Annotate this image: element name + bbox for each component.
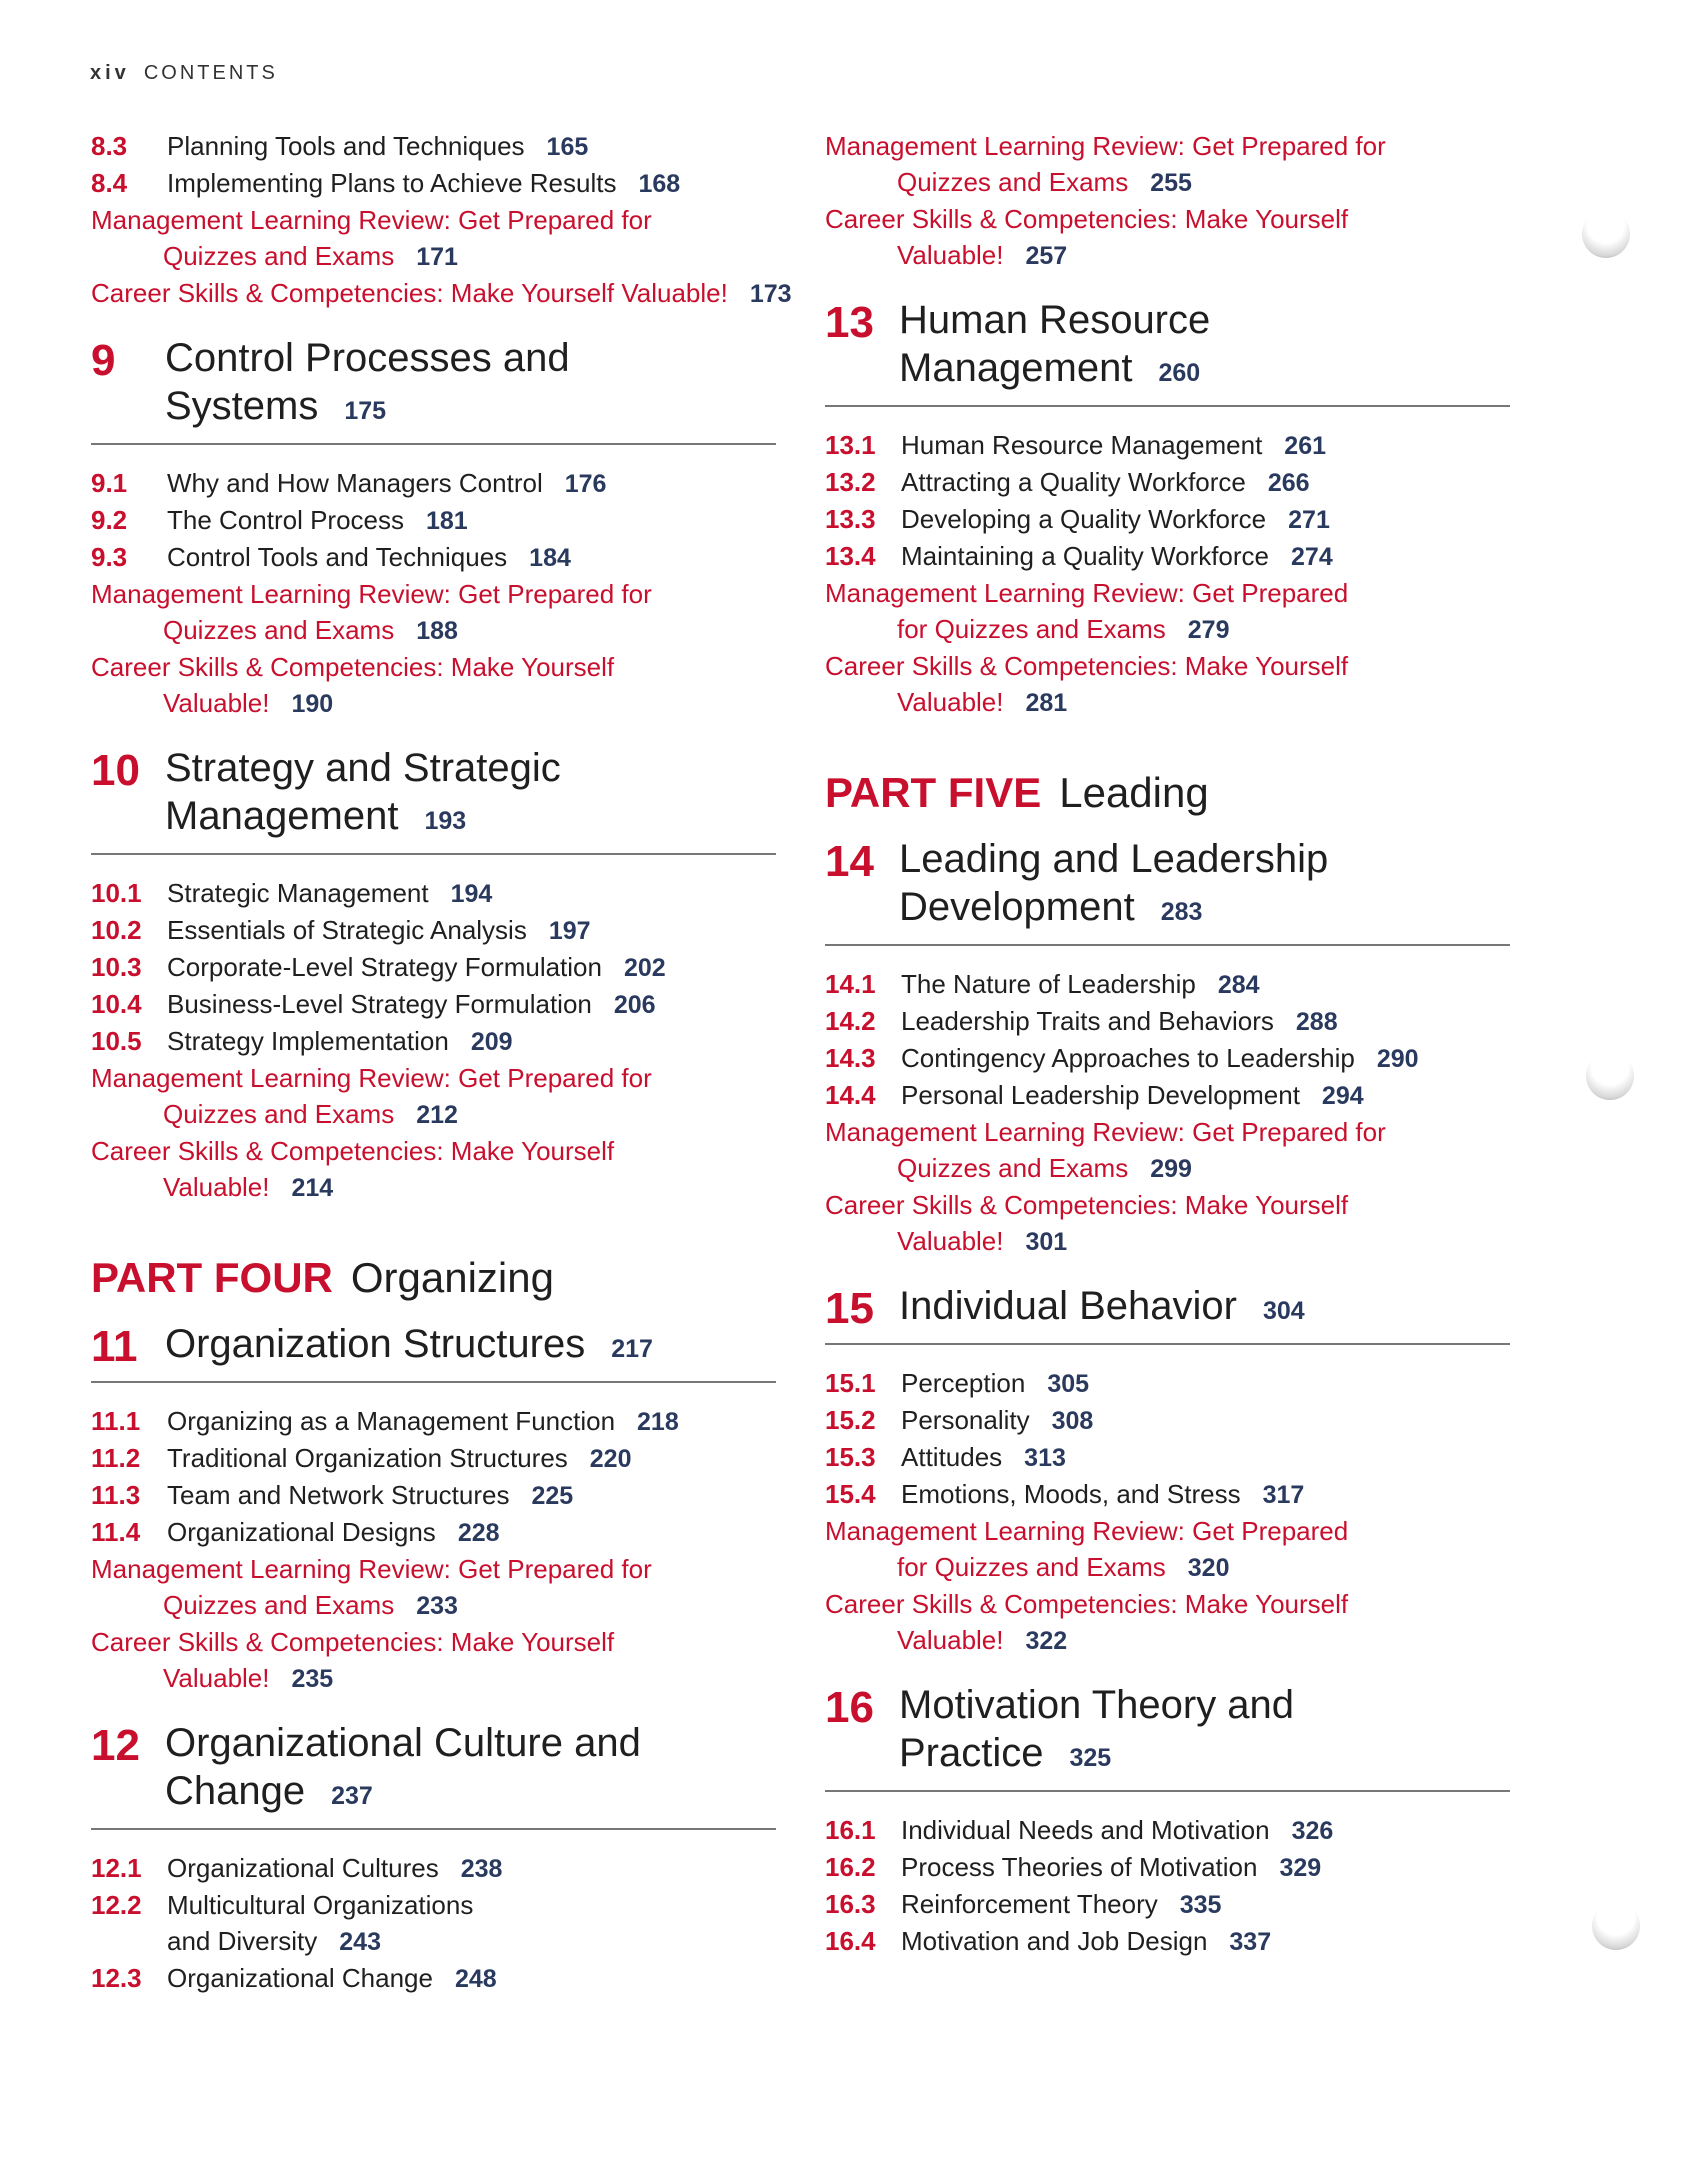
- entry-page: 288: [1295, 1008, 1338, 1036]
- career-text: Valuable!: [897, 1226, 1004, 1256]
- entry-page: 322: [1025, 1627, 1068, 1655]
- entry-page: 279: [1187, 616, 1230, 644]
- entry-title: Multicultural Organizations: [167, 1890, 474, 1920]
- entry-page: 299: [1150, 1155, 1192, 1183]
- review-entry-cont[interactable]: [91, 1587, 776, 1624]
- chapter-title: Management: [165, 794, 399, 838]
- career-text: Valuable!: [897, 687, 1004, 717]
- review-text: Management Learning Review: Get Prepared for: [825, 1117, 1386, 1147]
- entry-page: 255: [1150, 169, 1192, 197]
- entry-number: 10.3: [91, 952, 142, 982]
- entry-page: 266: [1267, 469, 1310, 497]
- review-entry[interactable]: [825, 575, 1510, 611]
- entry-number: 14.3: [825, 1043, 876, 1073]
- toc-entry[interactable]: [91, 539, 776, 576]
- career-text: Career Skills & Competencies: Make Yourself: [825, 1589, 1349, 1619]
- entry-page: 176: [564, 470, 607, 498]
- chapter-12-heading[interactable]: [91, 1719, 776, 1830]
- entry-number: 11.1: [91, 1406, 141, 1436]
- entry-number: 16.2: [825, 1852, 876, 1882]
- toc-entry[interactable]: [825, 427, 1510, 464]
- chapter-title: Organizational Culture and: [165, 1721, 641, 1765]
- career-entry-cont[interactable]: [825, 1622, 1510, 1659]
- entry-title: Organizational Designs: [167, 1517, 436, 1547]
- entry-title: Contingency Approaches to Leadership: [901, 1043, 1355, 1073]
- chapter-page: 193: [424, 807, 467, 835]
- punch-hole-bottom: [1592, 1902, 1640, 1950]
- review-text: Management Learning Review: Get Prepared for: [91, 205, 652, 235]
- entry-number: 10.1: [91, 878, 142, 908]
- toc-entry[interactable]: [825, 538, 1510, 575]
- toc-entry[interactable]: [825, 1886, 1510, 1923]
- career-entry[interactable]: [91, 1624, 776, 1660]
- toc-entry[interactable]: [825, 464, 1510, 501]
- entry-number: 11.3: [91, 1480, 141, 1510]
- review-entry-cont[interactable]: [91, 612, 776, 649]
- entry-page: 238: [460, 1855, 503, 1883]
- career-entry[interactable]: [825, 648, 1510, 684]
- entry-number: 10.4: [91, 989, 142, 1019]
- entry-page: 248: [454, 1965, 497, 1993]
- toc-entry[interactable]: [91, 1477, 776, 1514]
- entry-page: 271: [1288, 506, 1330, 534]
- career-text: Career Skills & Competencies: Make Yourself Valuable!: [91, 278, 728, 308]
- entry-number: 15.1: [825, 1368, 876, 1398]
- running-header: [90, 62, 278, 85]
- career-text: Career Skills & Competencies: Make Yourself: [91, 652, 615, 682]
- toc-entry[interactable]: [91, 502, 776, 539]
- entry-title: Organizational Change: [167, 1963, 433, 1993]
- entry-title: Human Resource Management: [901, 430, 1263, 460]
- entry-number: 8.4: [91, 168, 128, 198]
- entry-page: 317: [1262, 1481, 1305, 1509]
- entry-page: 329: [1279, 1854, 1322, 1882]
- toc-entry[interactable]: [91, 1850, 776, 1887]
- review-text: Quizzes and Exams: [163, 615, 395, 645]
- entry-page: 202: [623, 954, 666, 982]
- toc-entry[interactable]: [91, 1887, 776, 1923]
- toc-entry[interactable]: [91, 912, 776, 949]
- career-entry[interactable]: [825, 1187, 1510, 1223]
- chapter-title: Individual Behavior: [899, 1284, 1237, 1328]
- entry-page: 294: [1321, 1082, 1364, 1110]
- chapter-title: Control Processes and: [165, 336, 570, 380]
- career-entry-cont[interactable]: [825, 1223, 1510, 1260]
- entry-page: 173: [749, 280, 792, 308]
- review-text: Management Learning Review: Get Prepared: [825, 578, 1349, 608]
- career-entry[interactable]: [91, 649, 776, 685]
- entry-number: 14.4: [825, 1080, 876, 1110]
- entry-number: 9.1: [91, 468, 128, 498]
- chapter-16-heading[interactable]: [825, 1681, 1510, 1792]
- review-entry[interactable]: [91, 1551, 776, 1587]
- entry-title: Traditional Organization Structures: [167, 1443, 568, 1473]
- entry-page: 184: [529, 544, 571, 572]
- toc-entry[interactable]: [91, 1514, 776, 1551]
- entry-page: 228: [457, 1519, 500, 1547]
- career-text: Valuable!: [163, 688, 270, 718]
- toc-entry[interactable]: [825, 1365, 1510, 1402]
- toc-entry[interactable]: [91, 465, 776, 502]
- entry-page: 225: [531, 1482, 574, 1510]
- review-entry[interactable]: [91, 1060, 776, 1096]
- career-entry-cont[interactable]: [91, 1660, 776, 1697]
- career-entry-cont[interactable]: [91, 685, 776, 722]
- review-text: Quizzes and Exams: [163, 1099, 395, 1129]
- toc-entry[interactable]: [91, 949, 776, 986]
- career-text: Career Skills & Competencies: Make Yourself: [825, 651, 1349, 681]
- entry-title: Personality: [901, 1405, 1030, 1435]
- chapter-number: 11: [91, 1322, 138, 1371]
- review-entry-cont[interactable]: [825, 164, 1510, 201]
- review-text: Quizzes and Exams: [897, 1153, 1129, 1183]
- review-text: Management Learning Review: Get Prepared for: [91, 1554, 652, 1584]
- entry-page: 290: [1376, 1045, 1419, 1073]
- entry-page: 209: [470, 1028, 513, 1056]
- chapter-14-heading[interactable]: [825, 835, 1510, 946]
- chapter-title: Strategy and Strategic: [165, 746, 561, 790]
- entry-page: 214: [291, 1174, 334, 1202]
- toc-entry[interactable]: [91, 165, 776, 202]
- chapter-title: Change: [165, 1769, 306, 1813]
- entry-page: 188: [416, 617, 458, 645]
- entry-page: 301: [1025, 1228, 1068, 1256]
- entry-page: 190: [291, 690, 334, 718]
- toc-entry[interactable]: [91, 986, 776, 1023]
- review-entry-cont[interactable]: [825, 1150, 1510, 1187]
- part-name: Leading: [1059, 769, 1209, 816]
- entry-title: Motivation and Job Design: [901, 1926, 1208, 1956]
- part-four-heading[interactable]: [91, 1250, 776, 1306]
- entry-page: 235: [291, 1665, 334, 1693]
- entry-page: 284: [1217, 971, 1260, 999]
- toc-entry[interactable]: [91, 1403, 776, 1440]
- toc-entry[interactable]: [825, 1923, 1510, 1960]
- chapter-page: 283: [1160, 898, 1203, 926]
- review-entry[interactable]: [91, 576, 776, 612]
- entry-title: Attracting a Quality Workforce: [901, 467, 1246, 497]
- entry-page: 274: [1291, 543, 1333, 571]
- chapter-title: Motivation Theory and: [899, 1683, 1295, 1727]
- chapter-9-heading[interactable]: [91, 334, 776, 445]
- chapter-number: 12: [91, 1721, 140, 1770]
- career-entry[interactable]: [91, 1133, 776, 1169]
- career-text: Valuable!: [897, 240, 1004, 270]
- chapter-page: 175: [344, 397, 387, 425]
- toc-entry[interactable]: [825, 1849, 1510, 1886]
- toc-entry[interactable]: [91, 1440, 776, 1477]
- entry-number: 16.1: [825, 1815, 876, 1845]
- review-entry[interactable]: [825, 1513, 1510, 1549]
- entry-page: 261: [1284, 432, 1327, 460]
- review-text: Management Learning Review: Get Prepared: [825, 1516, 1349, 1546]
- entry-number: 15.3: [825, 1442, 876, 1472]
- entry-page: 257: [1025, 242, 1068, 270]
- chapter-page: 260: [1158, 359, 1201, 387]
- entry-number: 9.2: [91, 505, 128, 535]
- toc-entry[interactable]: [91, 875, 776, 912]
- entry-page: 218: [637, 1408, 679, 1436]
- entry-number: 16.4: [825, 1926, 876, 1956]
- entry-title: Leadership Traits and Behaviors: [901, 1006, 1274, 1036]
- chapter-title: Systems: [165, 384, 319, 428]
- entry-title: Planning Tools and Techniques: [167, 131, 525, 161]
- entry-page: 320: [1187, 1554, 1230, 1582]
- career-text: Career Skills & Competencies: Make Yourself: [91, 1136, 615, 1166]
- entry-title: Personal Leadership Development: [901, 1080, 1300, 1110]
- career-text: Valuable!: [163, 1172, 270, 1202]
- chapter-15-heading[interactable]: [825, 1282, 1510, 1345]
- chapter-title: Human Resource: [899, 298, 1211, 342]
- entry-number: 14.1: [825, 969, 876, 999]
- entry-number: 9.3: [91, 542, 128, 572]
- toc-entry-cont[interactable]: [91, 1923, 776, 1960]
- entry-number: 10.5: [91, 1026, 142, 1056]
- entry-number: 13.1: [825, 430, 876, 460]
- entry-page: 220: [589, 1445, 632, 1473]
- chapter-number: 13: [825, 298, 874, 347]
- entry-title: Essentials of Strategic Analysis: [167, 915, 527, 945]
- review-text: Quizzes and Exams: [897, 167, 1129, 197]
- career-text: Valuable!: [897, 1625, 1004, 1655]
- review-text: Management Learning Review: Get Prepared for: [91, 579, 652, 609]
- chapter-number: 14: [825, 837, 874, 886]
- chapter-title: Development: [899, 885, 1135, 929]
- toc-entry[interactable]: [825, 1476, 1510, 1513]
- header-section: CONTENTS: [143, 62, 278, 84]
- chapter-page: 217: [611, 1335, 653, 1363]
- entry-title: Corporate-Level Strategy Formulation: [167, 952, 602, 982]
- entry-number: 12.2: [91, 1890, 142, 1920]
- entry-title: Control Tools and Techniques: [167, 542, 508, 572]
- entry-page: 165: [546, 133, 589, 161]
- review-entry-cont[interactable]: [825, 611, 1510, 648]
- entry-title: Process Theories of Motivation: [901, 1852, 1258, 1882]
- toc-entry[interactable]: [825, 1077, 1510, 1114]
- entry-number: 10.2: [91, 915, 142, 945]
- entry-number: 14.2: [825, 1006, 876, 1036]
- entry-title: Maintaining a Quality Workforce: [901, 541, 1270, 571]
- career-text: Valuable!: [163, 1663, 270, 1693]
- entry-page: 335: [1179, 1891, 1222, 1919]
- entry-number: 13.2: [825, 467, 876, 497]
- career-text: Career Skills & Competencies: Make Yourself: [825, 1190, 1349, 1220]
- right-column: [825, 128, 1510, 1960]
- entry-page: 206: [613, 991, 656, 1019]
- review-entry[interactable]: [91, 202, 776, 238]
- entry-page: 233: [416, 1592, 458, 1620]
- entry-title: The Nature of Leadership: [901, 969, 1196, 999]
- entry-page: 171: [416, 243, 458, 271]
- chapter-title: Organization Structures: [165, 1322, 586, 1366]
- entry-number: 12.3: [91, 1963, 142, 1993]
- toc-entry[interactable]: [91, 128, 776, 165]
- entry-title: Why and How Managers Control: [167, 468, 543, 498]
- entry-title: Implementing Plans to Achieve Results: [167, 168, 617, 198]
- entry-title: and Diversity: [167, 1926, 318, 1956]
- entry-page: 281: [1025, 689, 1068, 717]
- chapter-page: 325: [1069, 1744, 1112, 1772]
- career-text: Career Skills & Competencies: Make Yourself: [91, 1627, 615, 1657]
- left-column: [91, 128, 792, 1997]
- entry-title: Attitudes: [901, 1442, 1003, 1472]
- part-label: PART FIVE: [825, 769, 1042, 816]
- career-entry[interactable]: [825, 1586, 1510, 1622]
- part-label: PART FOUR: [91, 1254, 333, 1301]
- entry-title: Emotions, Moods, and Stress: [901, 1479, 1241, 1509]
- entry-page: 197: [548, 917, 591, 945]
- chapter-title: Management: [899, 346, 1133, 390]
- entry-title: Organizing as a Management Function: [167, 1406, 616, 1436]
- entry-page: 305: [1047, 1370, 1090, 1398]
- entry-page: 326: [1291, 1817, 1334, 1845]
- review-text: Quizzes and Exams: [163, 241, 395, 271]
- career-entry[interactable]: [825, 201, 1510, 237]
- toc-entry[interactable]: [825, 1040, 1510, 1077]
- review-text: for Quizzes and Exams: [897, 1552, 1166, 1582]
- chapter-number: 15: [825, 1284, 874, 1333]
- entry-page: 313: [1024, 1444, 1066, 1472]
- entry-page: 212: [416, 1101, 458, 1129]
- entry-page: 337: [1229, 1928, 1272, 1956]
- chapter-number: 10: [91, 746, 140, 795]
- entry-title: Business-Level Strategy Formulation: [167, 989, 592, 1019]
- entry-title: Reinforcement Theory: [901, 1889, 1158, 1919]
- review-entry-cont[interactable]: [91, 238, 776, 275]
- review-entry-cont[interactable]: [825, 1549, 1510, 1586]
- entry-number: 13.4: [825, 541, 876, 571]
- chapter-page: 304: [1263, 1297, 1305, 1325]
- entry-title: Strategic Management: [167, 878, 429, 908]
- entry-number: 12.1: [91, 1853, 142, 1883]
- toc-entry[interactable]: [825, 1812, 1510, 1849]
- entry-page: 308: [1051, 1407, 1094, 1435]
- career-text: Career Skills & Competencies: Make Yourself: [825, 204, 1349, 234]
- entry-page: 194: [450, 880, 493, 908]
- part-five-heading[interactable]: [825, 765, 1510, 821]
- career-entry-cont[interactable]: [825, 237, 1510, 274]
- punch-hole-top: [1582, 210, 1630, 258]
- entry-title: Organizational Cultures: [167, 1853, 439, 1883]
- entry-title: Developing a Quality Workforce: [901, 504, 1267, 534]
- review-text: Management Learning Review: Get Prepared for: [91, 1063, 652, 1093]
- entry-number: 16.3: [825, 1889, 876, 1919]
- toc-entry[interactable]: [91, 1960, 776, 1997]
- chapter-page: 237: [331, 1782, 373, 1810]
- chapter-number: 16: [825, 1683, 874, 1732]
- entry-number: 15.4: [825, 1479, 876, 1509]
- toc-entry[interactable]: [825, 966, 1510, 1003]
- chapter-title: Leading and Leadership: [899, 837, 1329, 881]
- chapter-11-heading[interactable]: [91, 1320, 776, 1383]
- entry-page: 181: [425, 507, 468, 535]
- toc-entry[interactable]: [825, 501, 1510, 538]
- entry-number: 11.2: [91, 1443, 141, 1473]
- review-entry-cont[interactable]: [91, 1096, 776, 1133]
- toc-entry[interactable]: [825, 1402, 1510, 1439]
- entry-title: Individual Needs and Motivation: [901, 1815, 1270, 1845]
- punch-hole-middle: [1586, 1052, 1634, 1100]
- entry-page: 243: [339, 1928, 381, 1956]
- entry-title: The Control Process: [167, 505, 404, 535]
- chapter-title: Practice: [899, 1731, 1044, 1775]
- entry-number: 8.3: [91, 131, 128, 161]
- entry-page: 168: [638, 170, 681, 198]
- career-entry-cont[interactable]: [91, 1169, 776, 1206]
- chapter-number: 9: [91, 336, 116, 385]
- review-entry[interactable]: [825, 1114, 1510, 1150]
- toc-entry[interactable]: [825, 1003, 1510, 1040]
- entry-title: Team and Network Structures: [167, 1480, 510, 1510]
- chapter-10-heading[interactable]: [91, 744, 776, 855]
- toc-entry[interactable]: [825, 1439, 1510, 1476]
- entry-number: 15.2: [825, 1405, 876, 1435]
- entry-title: Perception: [901, 1368, 1026, 1398]
- chapter-13-heading[interactable]: [825, 296, 1510, 407]
- review-text: Management Learning Review: Get Prepared for: [825, 131, 1386, 161]
- review-text: Quizzes and Exams: [163, 1590, 395, 1620]
- career-entry-cont[interactable]: [825, 684, 1510, 721]
- entry-number: 13.3: [825, 504, 876, 534]
- header-page-number: xiv: [90, 62, 130, 84]
- entry-number: 11.4: [91, 1517, 141, 1547]
- career-entry[interactable]: [91, 275, 792, 312]
- review-text: for Quizzes and Exams: [897, 614, 1166, 644]
- toc-entry[interactable]: [91, 1023, 776, 1060]
- part-name: Organizing: [350, 1254, 554, 1301]
- review-entry[interactable]: [825, 128, 1510, 164]
- entry-title: Strategy Implementation: [167, 1026, 449, 1056]
